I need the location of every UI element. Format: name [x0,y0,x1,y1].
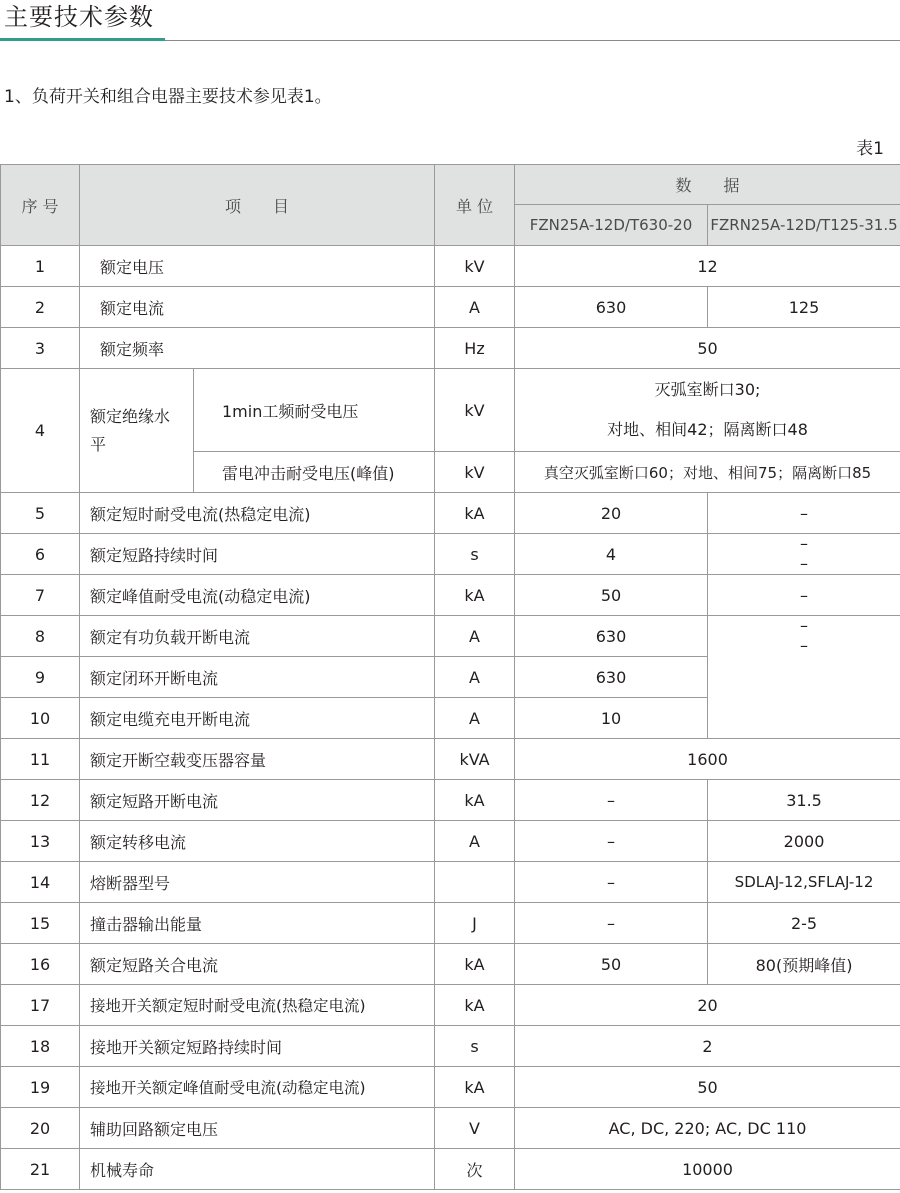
table-row [1,575,900,616]
row-unit: kA [435,944,515,985]
table-row [1,657,900,698]
row-value-b-line1: – [800,534,809,553]
row-unit: A [435,821,515,862]
row-unit: J [435,903,515,944]
row-value-b [708,534,900,575]
row-value [515,369,900,452]
row-number: 17 [1,985,80,1026]
row-item: 撞击器输出能量 [80,903,435,944]
row-unit: kV [435,246,515,287]
table-row [1,985,900,1026]
table-row [1,698,900,739]
row-number: 11 [1,739,80,780]
row-unit: A [435,616,515,657]
row-unit: s [435,534,515,575]
title-accent-bar [0,38,165,41]
row-unit: kA [435,985,515,1026]
row-value: AC, DC, 220; AC, DC 110 [515,1108,900,1149]
table-row [1,862,900,903]
row-number: 2 [1,287,80,328]
row-value-a: 10 [515,698,708,739]
row-number: 16 [1,944,80,985]
row-number: 13 [1,821,80,862]
row-value-b-line2: – [800,554,809,573]
row-item-text: 额定绝缘水平 [90,406,171,454]
header-data: 数 据 [515,165,900,205]
row-number: 7 [1,575,80,616]
header-model-a: FZN25A-12D/T630-20 [515,205,708,246]
row-value-b: 2-5 [708,903,900,944]
table-row [1,903,900,944]
row-value-b: – [708,575,900,616]
row-value: 50 [515,328,900,369]
row-value-a: 50 [515,944,708,985]
row-value-b: 125 [708,287,900,328]
row-value: 2 [515,1026,900,1067]
row-unit: kA [435,1067,515,1108]
row-unit: kVA [435,739,515,780]
row-value-a: – [515,780,708,821]
row-number: 15 [1,903,80,944]
row-value-a: 20 [515,493,708,534]
row-item: 接地开关额定峰值耐受电流(动稳定电流) [80,1067,435,1108]
row-item [80,369,194,493]
table-caption: 表1 [856,139,884,159]
row-value-a: 4 [515,534,708,575]
table-row [1,369,900,452]
row-number: 12 [1,780,80,821]
row-item: 机械寿命 [80,1149,435,1190]
header-seq: 序 号 [1,165,80,246]
row-number: 8 [1,616,80,657]
row-unit: V [435,1108,515,1149]
row-value-b: SDLAJ-12,SFLAJ-12 [708,862,900,903]
row-number: 4 [1,369,80,493]
row-item: 接地开关额定短路持续时间 [80,1026,435,1067]
header-unit: 单 位 [435,165,515,246]
row-value-b-line1: – [800,616,809,636]
row-unit: kA [435,493,515,534]
table-row [1,1149,900,1190]
row-unit: s [435,1026,515,1067]
row-value-b-line2: – [800,636,809,656]
row-item: 辅助回路额定电压 [80,1108,435,1149]
row-item: 额定短路关合电流 [80,944,435,985]
row-number: 1 [1,246,80,287]
row-number: 10 [1,698,80,739]
row-unit: 次 [435,1149,515,1190]
row-item: 额定电压 [80,246,435,287]
header-model-b: FZRN25A-12D/T125-31.5 [708,205,900,246]
row-value: 真空灭弧室断口60；对地、相间75；隔离断口85 [515,452,900,493]
table-row [1,246,900,287]
row-subitem: 雷电冲击耐受电压(峰值) [194,452,435,493]
row-number: 18 [1,1026,80,1067]
row-value-b [708,657,900,698]
header-item: 项 目 [80,165,435,246]
row-value-b: – [708,493,900,534]
row-unit [435,862,515,903]
row-item: 额定转移电流 [80,821,435,862]
table-row [1,493,900,534]
row-item: 额定电缆充电开断电流 [80,698,435,739]
header-row [1,165,900,205]
row-unit: A [435,698,515,739]
row-item: 额定有功负载开断电流 [80,616,435,657]
row-item: 额定电流 [80,287,435,328]
row-value-b: 31.5 [708,780,900,821]
table-row [1,821,900,862]
table-row [1,944,900,985]
row-value: 50 [515,1067,900,1108]
row-item: 额定短时耐受电流(热稳定电流) [80,493,435,534]
row-item: 接地开关额定短时耐受电流(热稳定电流) [80,985,435,1026]
row-value-a: – [515,903,708,944]
table-row [1,328,900,369]
spec-table [0,164,900,1190]
row-unit: kV [435,369,515,452]
row-number: 6 [1,534,80,575]
row-item: 额定峰值耐受电流(动稳定电流) [80,575,435,616]
table-row [1,534,900,575]
row-number: 5 [1,493,80,534]
row-number: 19 [1,1067,80,1108]
row-value-a: 630 [515,616,708,657]
row-number: 3 [1,328,80,369]
table-row [1,780,900,821]
row-unit: Hz [435,328,515,369]
row-item: 额定短路持续时间 [80,534,435,575]
row-value: 10000 [515,1149,900,1190]
row-unit: kV [435,452,515,493]
row-value: 12 [515,246,900,287]
row-item: 额定开断空载变压器容量 [80,739,435,780]
row-value-line2: 对地、相间42；隔离断口48 [607,420,808,439]
table-row [1,1067,900,1108]
section-title: 主要技术参数 [4,3,154,31]
row-value-a: – [515,821,708,862]
row-value-b [708,616,900,657]
row-unit: kA [435,780,515,821]
row-item: 额定闭环开断电流 [80,657,435,698]
row-value-a: – [515,862,708,903]
row-value-b: 80(预期峰值) [708,944,900,985]
row-value: 1600 [515,739,900,780]
row-value-b [708,698,900,739]
row-subitem: 1min工频耐受电压 [194,369,435,452]
row-number: 9 [1,657,80,698]
row-value-a: 630 [515,657,708,698]
table-row [1,1108,900,1149]
table-row [1,1026,900,1067]
row-item: 熔断器型号 [80,862,435,903]
row-item: 额定短路开断电流 [80,780,435,821]
row-value-b: 2000 [708,821,900,862]
row-unit: A [435,657,515,698]
row-value-line1: 灭弧室断口30; [654,380,761,399]
table-row [1,616,900,657]
intro-text: 1、负荷开关和组合电器主要技术参见表1。 [4,87,332,107]
table-row [1,739,900,780]
row-number: 14 [1,862,80,903]
row-value: 20 [515,985,900,1026]
row-item: 额定频率 [80,328,435,369]
row-unit: kA [435,575,515,616]
row-value-a: 50 [515,575,708,616]
row-value-a: 630 [515,287,708,328]
row-number: 21 [1,1149,80,1190]
table-row [1,287,900,328]
row-unit: A [435,287,515,328]
row-number: 20 [1,1108,80,1149]
